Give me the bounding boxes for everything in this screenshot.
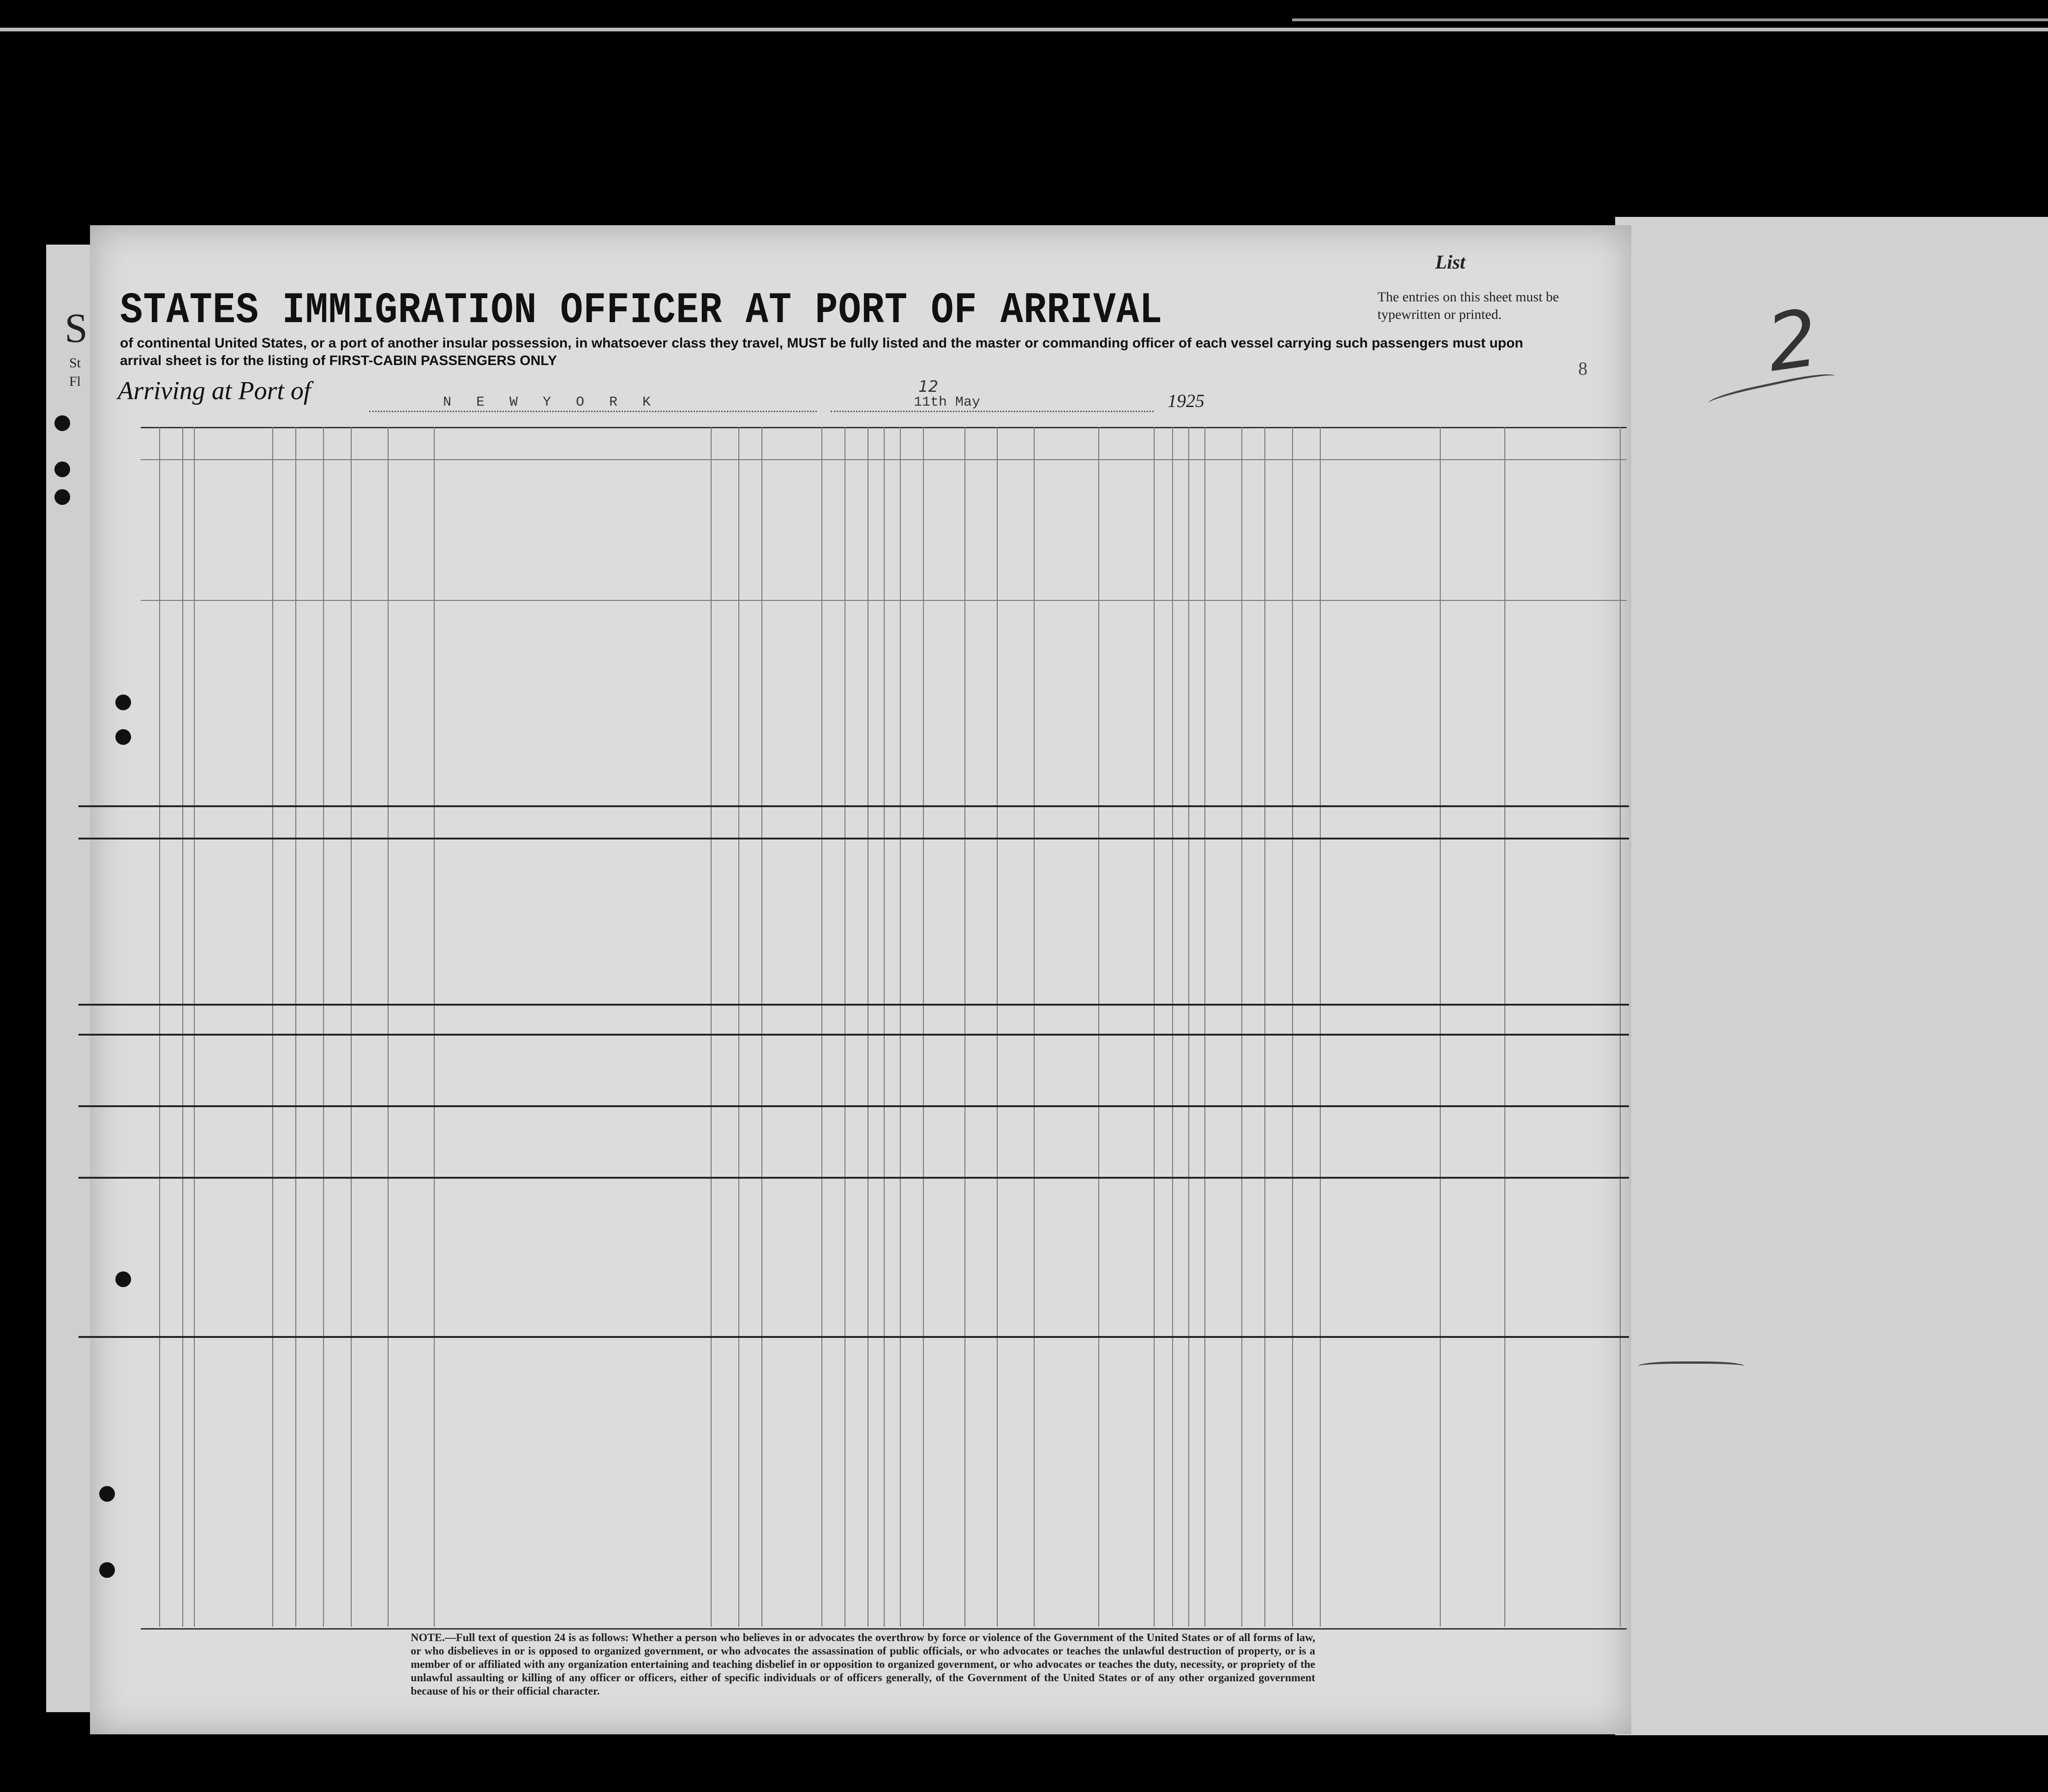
- sheet-number-handwritten: 2: [1761, 292, 1824, 390]
- strikethrough-line: [78, 1177, 1629, 1179]
- column-divider: [159, 427, 160, 1627]
- date-dotted-line: [831, 411, 1154, 412]
- column-divider: [1292, 427, 1293, 1627]
- left-underlying-sheet: [46, 245, 97, 1712]
- column-divider: [1241, 427, 1242, 1627]
- port-value: N E W Y O R K: [443, 395, 659, 410]
- strikethrough-line: [78, 1004, 1629, 1006]
- column-divider: [964, 427, 965, 1627]
- entries-note: The entries on this sheet must be typewritten or printed.: [1377, 289, 1559, 322]
- column-divider: [1034, 427, 1035, 1627]
- column-divider: [323, 427, 324, 1627]
- column-divider: [194, 427, 195, 1627]
- column-divider: [900, 427, 901, 1627]
- strikethrough-line: [78, 1105, 1629, 1107]
- column-divider: [923, 427, 924, 1627]
- binding-hole: [54, 415, 70, 431]
- column-divider: [272, 427, 273, 1627]
- intro-text: of continental United States, or a port of another insular possession, in whatsoever class they travel, MUST be fully listed and the master or commanding officer of each vessel carrying such passengers must upon arrival sheet is for the listing of FIRST-CABIN PASSENGERS ONLY: [120, 336, 1523, 368]
- column-divider: [1204, 427, 1205, 1627]
- port-dotted-line: [369, 411, 817, 412]
- binding-hole: [54, 489, 70, 505]
- footnote: NOTE.—Full text of question 24 is as follows: Whether a person who believes in or advocates the overthrow by force or violence of the Government of the United States or of all forms of law, or who disbelieves in or is opposed to organized government, or who advocates the assassination of public officials, or who advocates or teaches the unlawful destruction of property, or is a member of or affiliated with any organization entertaining and teaching disbelief in or opposition to organized government, or who advocates or teaches the duty, necessity, or propriety of the unlawful assaulting or killing of any officer or officers, either of specific individuals or of officers generally, of the Government of the United States or of any other organized government because of his or their official character.: [411, 1632, 1315, 1697]
- column-divider: [182, 427, 183, 1627]
- right-underlying-sheet: [1615, 217, 2048, 1735]
- binding-hole: [99, 1562, 115, 1578]
- pencil-scribble: [1638, 1361, 1744, 1373]
- scan-border-line: [0, 28, 2048, 31]
- binding-hole: [115, 729, 131, 745]
- column-divider: [821, 427, 822, 1627]
- binding-hole: [54, 461, 70, 477]
- strikethrough-line: [78, 838, 1629, 839]
- scan-border-line-secondary: [1292, 18, 2048, 21]
- column-divider: [1154, 427, 1155, 1627]
- edge-letter: S: [65, 306, 88, 351]
- binding-hole: [99, 1486, 115, 1502]
- column-divider: [1172, 427, 1173, 1627]
- column-divider: [761, 427, 762, 1627]
- column-divider: [1620, 427, 1621, 1627]
- column-divider: [1440, 427, 1441, 1627]
- column-divider: [434, 427, 435, 1627]
- arriving-label: Arriving at Port of: [118, 377, 311, 405]
- column-divider: [1320, 427, 1321, 1627]
- date-value: 11th May: [914, 395, 981, 410]
- column-divider: [884, 427, 885, 1627]
- date-handwritten: 12: [918, 378, 939, 396]
- binding-hole: [115, 1271, 131, 1287]
- header-divider: [141, 459, 1627, 460]
- column-divider: [351, 427, 352, 1627]
- edge-letter: Fl: [69, 374, 81, 389]
- column-divider: [295, 427, 296, 1627]
- edge-letter: St: [69, 355, 81, 371]
- column-divider: [1098, 427, 1099, 1627]
- column-divider: [388, 427, 389, 1627]
- column-divider: [711, 427, 712, 1627]
- column-divider: [738, 427, 739, 1627]
- strikethrough-line: [78, 1336, 1629, 1338]
- sheet-small-number: 8: [1578, 358, 1587, 379]
- strikethrough-line: [78, 1034, 1629, 1036]
- list-label: List: [1435, 252, 1466, 273]
- column-divider: [844, 427, 845, 1627]
- column-divider: [1264, 427, 1265, 1627]
- year-value: 1925: [1168, 390, 1204, 411]
- binding-hole: [115, 695, 131, 710]
- column-divider: [1188, 427, 1189, 1627]
- header-divider: [141, 600, 1627, 601]
- column-divider: [1504, 427, 1505, 1627]
- page-title: STATES IMMIGRATION OFFICER AT PORT OF ARRIVAL: [120, 286, 1163, 336]
- column-divider: [997, 427, 998, 1627]
- strikethrough-line: [78, 805, 1629, 807]
